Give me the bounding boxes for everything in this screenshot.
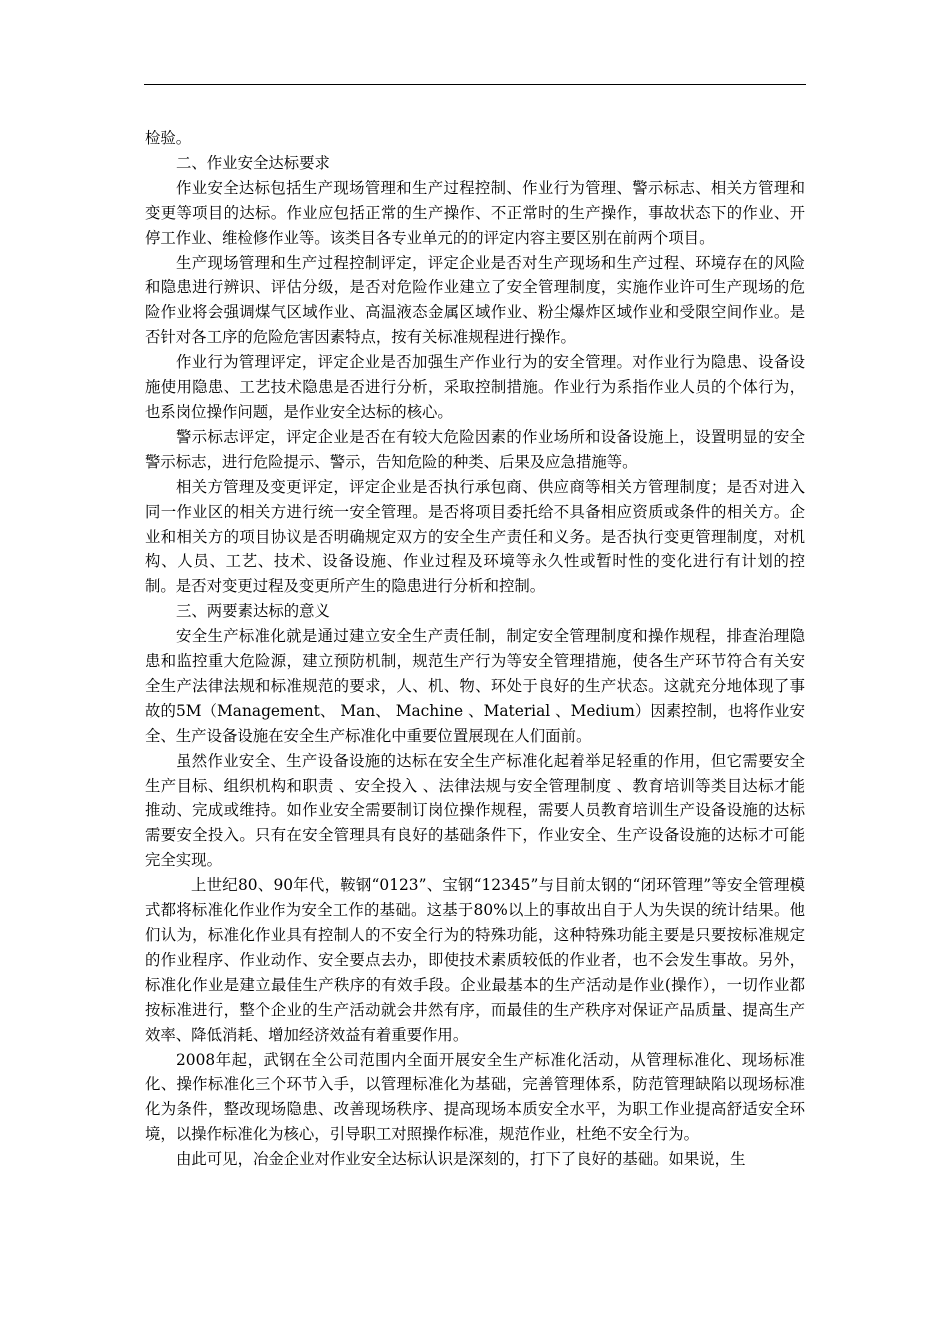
paragraph-continuation: 检验。 <box>145 129 192 147</box>
paragraph: 安全生产标准化就是通过建立安全生产责任制，制定安全管理制度和操作规程，排查治理隐患和监控重大危险源，建立预防机制，规范生产行为等安全管理措施，使各生产环节符合有关安全生产法律法规和标准规范的要求，人、机、物、环处于良好的生产状态。这就充分地体现了事故的5M（Management、 Man、 Machine 、Material 、Medium）因素控制，也将作业安全、生产设备设施在安全生产标准化中重要位置展现在人们面前。 <box>145 627 805 745</box>
paragraph: 警示标志评定，评定企业是否在有较大危险因素的作业场所和设备设施上，设置明显的安全警示标志，进行危险提示、警示，告知危险的种类、后果及应急措施等。 <box>145 427 805 471</box>
paragraph: 生产现场管理和生产过程控制评定，评定企业是否对生产现场和生产过程、环境存在的风险和隐患进行辨识、评估分级，是否对危险作业建立了安全管理制度，实施作业许可生产现场的危险作业将会强调煤气区域作业、高温液态金属区域作业、粉尘爆炸区域作业和受限空间作业。是否针对各工序的危险危害因素特点，按有关标准规程进行操作。 <box>145 253 805 347</box>
header-rule <box>144 84 806 85</box>
paragraph: 由此可见，冶金企业对作业安全达标认识是深刻的，打下了良好的基础。如果说，生 <box>176 1150 746 1169</box>
paragraph: 虽然作业安全、生产设备设施的达标在安全生产标准化起着举足轻重的作用，但它需要安全生产目标、组织机构和职责 、安全投入 、法律法规与安全管理制度 、教育培训等类目达标才能推动、完成或维持。如作业安全需要制订岗位操作规程，需要人员教育培训生产设备设施的达标需要安全投入。只有在安全管理具有良好的基础条件下，作业安全、生产设备设施的达标才可能完全实现。 <box>145 751 805 870</box>
paragraph: 相关方管理及变更评定，评定企业是否执行承包商、供应商等相关方管理制度；是否对进入同一作业区的相关方进行统一安全管理。是否将项目委托给不具备相应资质或条件的相关方。企业和相关方的项目协议是否明确规定双方的安全生产责任和义务。是否执行变更管理制度，对机构、人员、工艺、技术、设备设施、作业过程及环境等永久性或暂时性的变化进行有计划的控制。是否对变更过程及变更所产生的隐患进行分析和控制。 <box>145 477 805 596</box>
paragraph: 上世纪80、90年代，鞍钢“0123”、宝钢“12345”与目前太钢的“闭环管理”等安全管理模式都将标准化作业作为安全工作的基础。这基于80%以上的事故出自于人为失误的统计结果。他们认为，标准化作业具有控制人的不安全行为的特殊功能，这种特殊功能主要是只要按标准规定的作业程序、作业动作、安全要点去办，即使技术素质较低的作业者，也不会发生事故。另外，标准化作业是建立最佳生产秩序的有效手段。企业最基本的生产活动是作业(操作），一切作业都按标准进行，整个企业的生产活动就会井然有序，而最佳的生产秩序对保证产品质量、提高生产效率、降低消耗、增加经济效益有着重要作用。 <box>145 876 805 1044</box>
paragraph: 2008年起，武钢在全公司范围内全面开展安全生产标准化活动，从管理标准化、现场标准化、操作标准化三个环节入手，以管理标准化为基础，完善管理体系，防范管理缺陷以现场标准化为条件，整改现场隐患、改善现场秩序、提高现场本质安全水平，为职工作业提高舒适安全环境，以操作标准化为核心，引导职工对照操作标准，规范作业，杜绝不安全行为。 <box>145 1050 805 1144</box>
document-body <box>145 126 805 1172</box>
paragraph: 作业安全达标包括生产现场管理和生产过程控制、作业行为管理、警示标志、相关方管理和变更等项目的达标。作业应包括正常的生产操作、不正常时的生产操作，事故状态下的作业、开停工作业、维检修作业等。该类目各专业单元的的评定内容主要区别在前两个项目。 <box>145 178 805 247</box>
paragraph: 作业行为管理评定，评定企业是否加强生产作业行为的安全管理。对作业行为隐患、设备设施使用隐患、工艺技术隐患是否进行分析，采取控制措施。作业行为系指作业人员的个体行为，也系岗位操作问题，是作业安全达标的核心。 <box>145 353 805 421</box>
section-heading-2: 二、作业安全达标要求 <box>176 153 330 172</box>
section-heading-3: 三、两要素达标的意义 <box>176 602 330 621</box>
